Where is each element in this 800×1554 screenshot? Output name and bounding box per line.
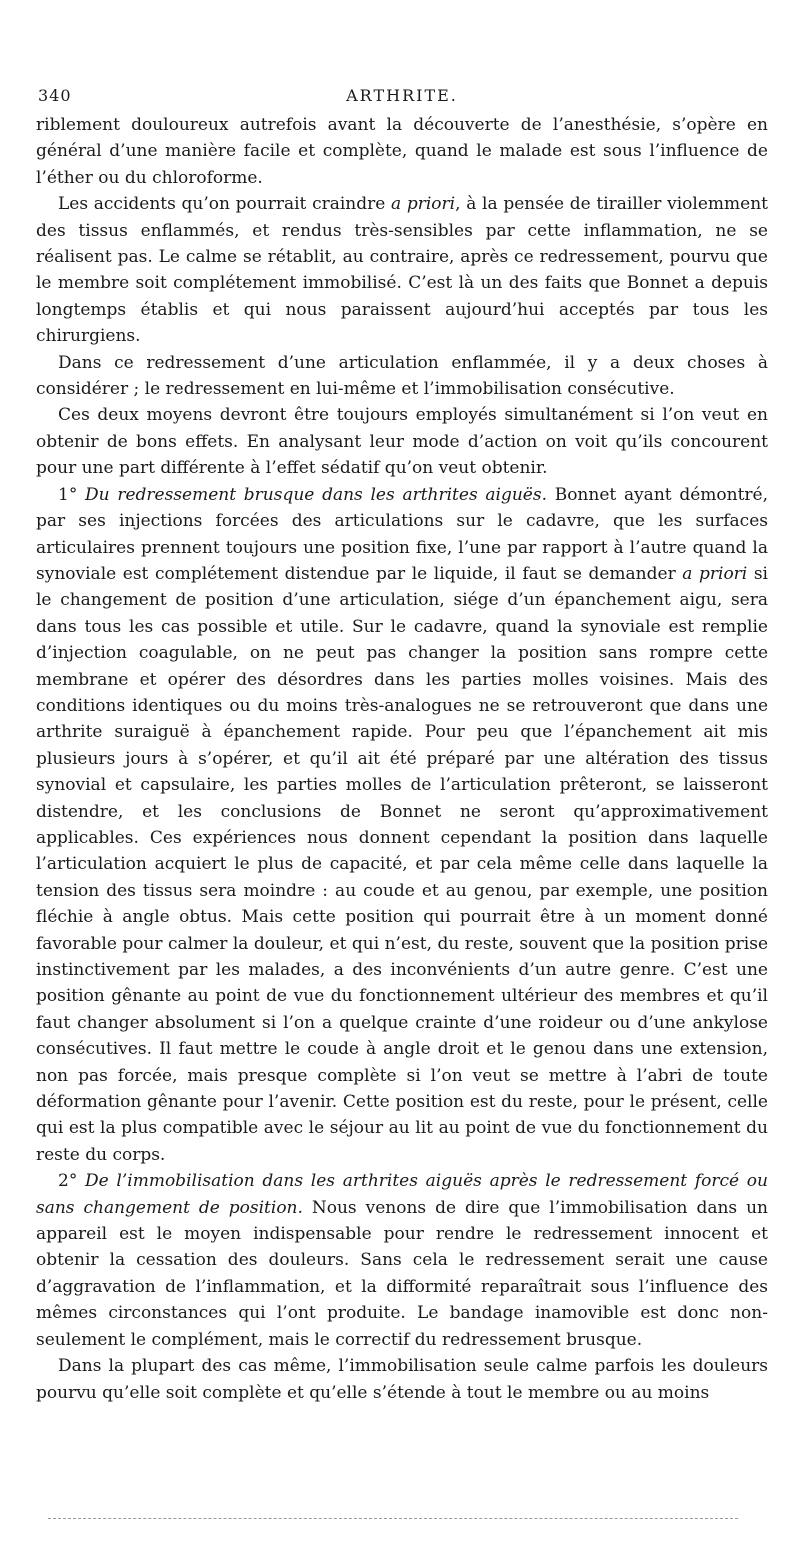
paragraph xyxy=(36,402,768,481)
paragraph xyxy=(36,350,768,403)
text-run: riblement douloureux autrefois avant la découverte de l’anesthésie, s’opère en général d’une manière facile et complète, quand le malade est sous l’influence de l’éther ou du chloroforme. xyxy=(36,115,768,188)
paragraph xyxy=(36,1353,768,1406)
text-run: Les accidents qu’on pourrait craindre xyxy=(58,194,392,215)
text-run: 1° xyxy=(58,484,86,505)
body-text xyxy=(36,112,768,1406)
footer-dotted-rule xyxy=(48,1518,738,1519)
paragraph xyxy=(36,191,768,349)
text-run: Nous venons de dire que l’immobilisation dans un appareil est le moyen indispensable pour rendre le redressement innocent et obtenir la cessation des douleurs. Sans cela le redressement serait une cause d’aggravation de l’inflammation, et la difformité reparaîtrait sous l’influence des mêmes circonstances qui l’ont produite. Le bandage inamovible est donc non-seulement le complément, mais le correctif du redressement brusque. xyxy=(36,1197,768,1350)
book-page xyxy=(36,86,768,1406)
text-run: si le changement de position d’une articulation, siége d’un épanchement aigu, sera dans tous les cas possible et utile. Sur le cadavre, quand la synoviale est remplie d’injection coagulable, on ne peut pas changer la position sans rompre cette membrane et opérer des désordres dans les parties molles voisines. Mais des conditions identiques ou du moins très-analogues ne se retrouveront que dans une arthrite suraiguë à épanchement rapide. Pour peu que l’épanchement ait mis plusieurs jours à s’opérer, et qu’il ait été préparé par une altération des tissus synovial et capsulaire, les parties molles de l’articulation prêteront, se laisseront distendre, et les conclusions de Bonnet ne seront qu’approximativement applicables. Ces expériences nous donnent cependant la position dans laquelle l’articulation acquiert le plus de capacité, et par cela même celle dans laquelle la tension des tissus sera moindre : au coude et au genou, par exemple, une position fléchie à angle obtus. Mais cette position qui pourrait être à un moment donné favorable pour calmer la douleur, et qui n’est, du reste, souvent que la position prise instinctivement par les malades, a des inconvénients d’un autre genre. C’est une position gênante au point de vue du fonctionnement ultérieur des membres et qu’il faut changer absolument si l’on a quelque crainte d’une roideur ou d’une ankylose consécutives. Il faut mettre le coude à angle droit et le genou dans une extension, non pas forcée, mais presque complète si l’on veut se mettre à l’abri de toute déformation gênante pour l’avenir. Cette position est du reste, pour le présent, celle qui est la plus compatible avec le séjour au lit au point de vue du fonctionnement du reste du corps. xyxy=(36,563,768,1165)
italic-text: a priori xyxy=(682,563,748,584)
paragraph xyxy=(36,482,768,1169)
running-title: ARTHRITE. xyxy=(346,86,458,105)
text-run: Bonnet ayant démontré, par ses injections forcées des articulations sur le cadavre, que les surfaces articulaires prennent toujours une position fixe, l’une par rapport à l’autre quand la synoviale est complétement distendue par le liquide, il faut se demander xyxy=(36,484,768,584)
paragraph xyxy=(36,1168,768,1353)
text-run: , à la pensée de tirailler violemment des tissus enflammés, et rendus très-sensibles par cette inflammation, ne se réalisent pas. Le calme se rétablit, au contraire, après ce redressement, pourvu que le membre soit complétement immobilisé. C’est là un des faits que Bonnet a depuis longtemps établis et qui nous paraissent aujourd’hui acceptés par tous les chirurgiens. xyxy=(36,194,768,347)
text-run: Dans ce redressement d’une articulation enflammée, il y a deux choses à considérer ; le redressement en lui-même et l’immobilisation consécutive. xyxy=(36,352,768,400)
text-run: Dans la plupart des cas même, l’immobilisation seule calme parfois les douleurs pourvu qu’elle soit complète et qu’elle s’étende à tout le membre ou au moins xyxy=(36,1356,768,1403)
page-header xyxy=(36,86,768,112)
paragraph xyxy=(36,112,768,191)
italic-text: Du redressement brusque dans les arthrites aiguës. xyxy=(85,484,547,505)
italic-text: a priori xyxy=(391,194,456,215)
italic-text: De l’immobilisation dans les arthrites aiguës après le redressement forcé ou sans changement de position. xyxy=(36,1171,768,1218)
text-run: 2° xyxy=(58,1171,86,1192)
page-number: 340 xyxy=(38,86,72,105)
text-run: Ces deux moyens devront être toujours employés simultanément si l’on veut en obtenir de bons effets. En analysant leur mode d’action on voit qu’ils concourent pour une part différente à l’effet sédatif qu’on veut obtenir. xyxy=(36,405,768,479)
